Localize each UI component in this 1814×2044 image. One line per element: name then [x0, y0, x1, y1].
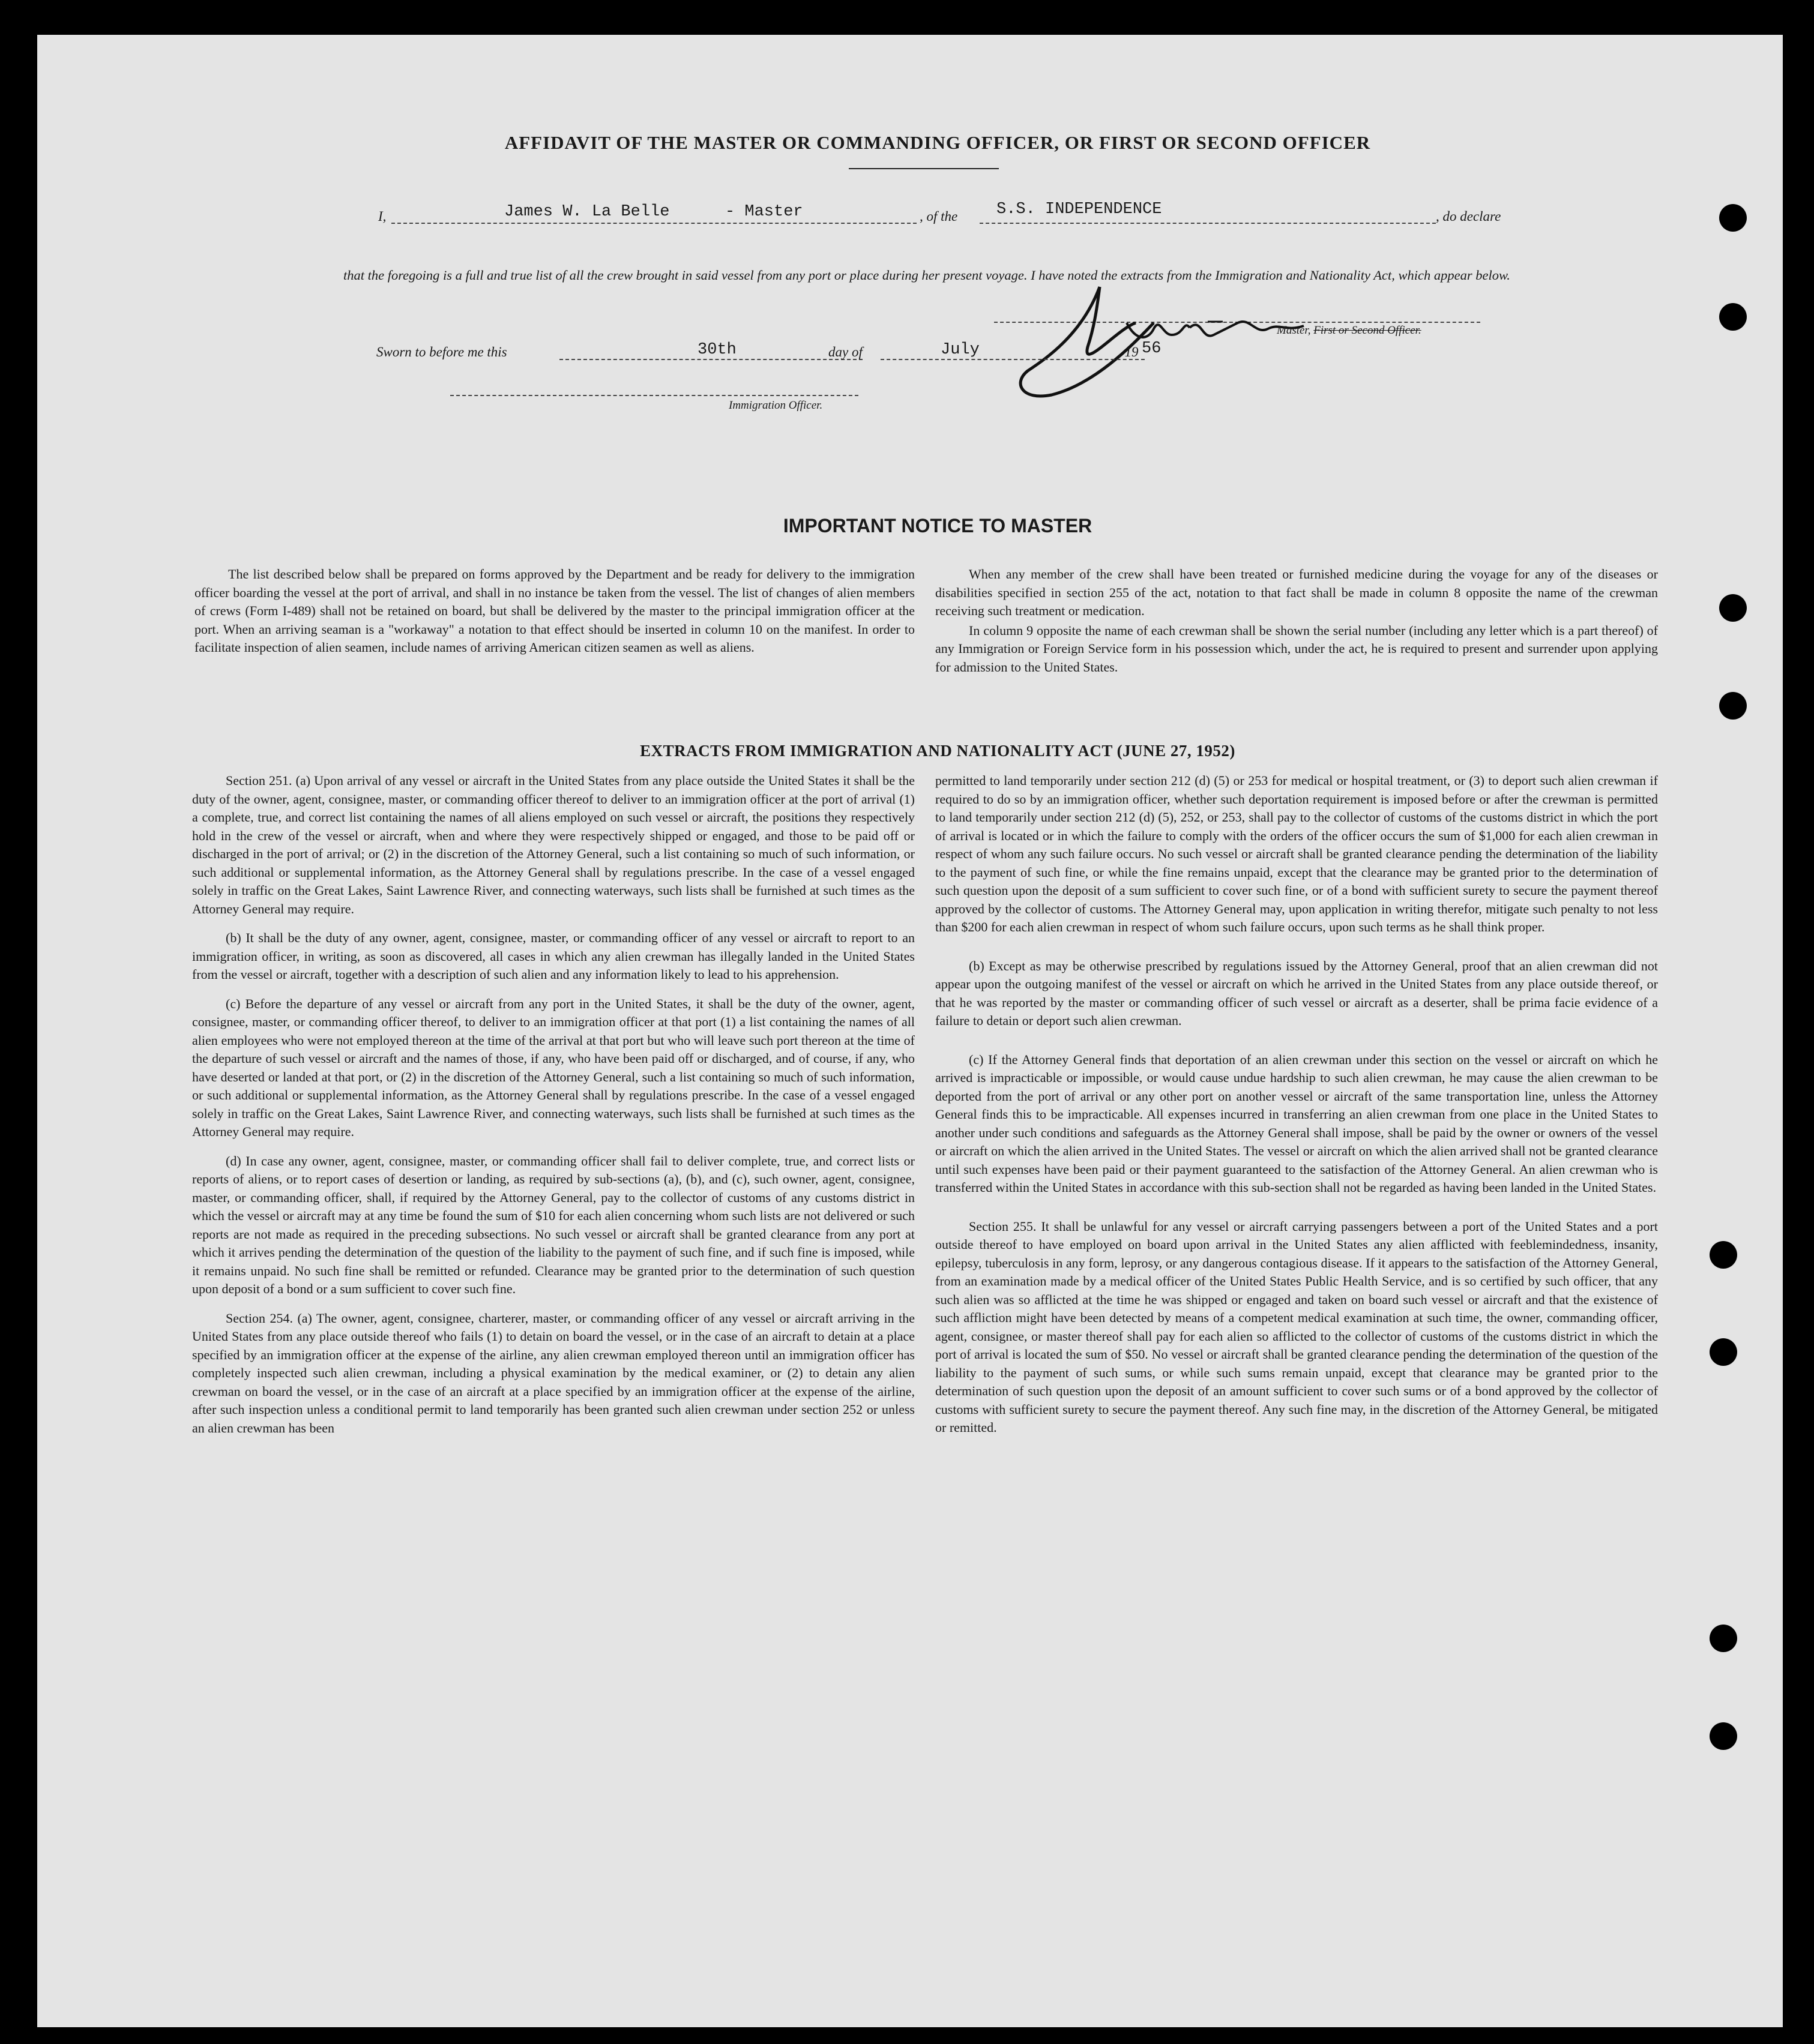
notice-right-paragraph: In column 9 opposite the name of each crewman shall be shown the serial number (including any letter which is a part thereof) of any Immigration or Foreign Service form in his possession which, under the act, he is required to present and surrender upon applying for admission to the United States.	[935, 622, 1658, 675]
master-name: James W. La Belle	[504, 203, 670, 221]
punch-hole	[1710, 1625, 1737, 1652]
year-prefix: , 19	[1118, 344, 1139, 359]
sworn-year: 56	[1142, 340, 1162, 358]
sworn-prefix: Sworn to before me this	[376, 344, 507, 359]
month-fill-line	[881, 359, 1145, 360]
caption-struck-officer: First or Second Officer.	[1313, 324, 1421, 337]
extract-paragraph: (b) It shall be the duty of any owner, agent, consignee, master, or commanding officer of any vessel or aircraft to report to an immigration officer, in writing, as soon as discovered, all cases in which any alien crewman has illegally landed in the United States from the vessel or aircraft, together with a description of such alien and any information likely to lead to his apprehension.	[192, 930, 915, 982]
title-underline	[849, 168, 999, 169]
immigration-officer-label: Immigration Officer.	[729, 399, 823, 412]
signature-caption	[1277, 324, 1421, 337]
punch-hole	[1710, 1241, 1737, 1269]
notice-right-paragraph: When any member of the crew shall have been treated or furnished medicine during the voyage for any of the diseases or disabilities specified in section 255 of the act, notation to that fact shall be made in column 8 opposite the name of the crewman receiving such treatment or medication.	[935, 567, 1658, 618]
document-page	[37, 35, 1783, 2027]
declaration-prefix: I,	[378, 209, 387, 224]
extract-paragraph: (b) Except as may be otherwise prescribed by regulations issued by the Attorney General, proof that an alien crewman did not appear upon the outgoing manifest of the vessel or aircraft on which he arrived in the United States from any place outside thereof, or that he was reported by the master or commanding officer of such vessel or aircraft as a deserter, shall be prima facie evidence of a failure to detain or deport such alien crewman.	[935, 958, 1658, 1028]
notice-heading: IMPORTANT NOTICE TO MASTER	[783, 515, 1092, 537]
caption-master: Master,	[1277, 324, 1314, 337]
extract-paragraph: Section 254. (a) The owner, agent, consignee, charterer, master, or commanding officer of any vessel or aircraft arriving in the United States from any place outside thereof who fails (1) to detain on board the vessel, or in the case of an aircraft to detain at a place specified by an immigration officer at the expense of the airline, any alien crewman employed thereon until an immigration officer has completely inspected such alien crewman, including a physical examination by the medical examiner, or (2) to detain any alien crewman on board the vessel, or in the case of an aircraft at a place specified by an immigration officer at the expense of the airline, after such inspection unless a conditional permit to land temporarily has been granted such alien crewman under section 252 or unless an alien crewman has been	[192, 1310, 915, 1435]
master-rank: - Master	[725, 203, 803, 221]
officer-signature-line	[450, 395, 858, 396]
vessel-name: S.S. INDEPENDENCE	[996, 200, 1162, 218]
affidavit-title: AFFIDAVIT OF THE MASTER OR COMMANDING OFFICER, OR FIRST OR SECOND OFFICER	[504, 132, 1371, 153]
extract-paragraph: (c) Before the departure of any vessel or aircraft from any port in the United States, it shall be the duty of the owner, agent, consignee, master, or commanding officer thereof, to deliver to an immigration officer at that port (1) a list containing the names of all alien employees who were not employed thereon at the time of the arrival at that port but who will leave such port thereon at the time of the departure of such vessel or aircraft and the names of those, if any, who have been paid off or discharged, and of course, if any, who have deserted or landed at that port, or (2) in the discretion of the Attorney General, such a list containing so much of such information, or such additional or supplemental information, as the Attorney General shall by regulations prescribe. In the case of a vessel engaged solely in traffic on the Great Lakes, Saint Lawrence River, and connecting waterways, such lists shall be furnished at such times as the Attorney General may require.	[192, 996, 915, 1139]
extract-paragraph: (c) If the Attorney General finds that deportation of an alien crewman under this section on the vessel or aircraft on which he arrived is impracticable or impossible, or would cause undue hardship to such alien crewman, he may cause the alien crewman to be deported from the port of arrival or any other port on another vessel or aircraft of the same transportation line, unless the Attorney General finds this to be impracticable. All expenses incurred in transferring an alien crewman from one place in the United States to another under such conditions and safeguards as the Attorney General shall impose, shall be paid by the owner or owners of the vessel or aircraft on which the alien arrived in the United States. The vessel or aircraft on which the alien arrived shall not be granted clearance until such expenses have been paid or their payment guaranteed to the satisfaction of the Attorney General. An alien crewman who is transferred within the United States in accordance with this sub-section shall not be regarded as having been landed in the United States.	[935, 1051, 1658, 1195]
punch-hole	[1710, 1338, 1737, 1366]
extract-paragraph: Section 255. It shall be unlawful for any vessel or aircraft carrying passengers between a port of the United States and a port outside thereof to have employed on board upon arrival in the United States any alien afflicted with feeblemindedness, insanity, epilepsy, tuberculosis in any form, leprosy, or any dangerous contagious disease. If it appears to the satisfaction of the Attorney General, from an examination made by a medical officer of the United States Public Health Service, and is so certified by such officer, that any such alien was so afflicted at the time he was shipped or engaged and taken on board such vessel or aircraft and that the existence of such affliction might have been detected by means of a competent medical examination at such time, the owner, commanding officer, agent, consignee, or master thereof shall pay for each alien so afflicted to the collector of customs of the customs district in which the port of arrival is located the sum of $50. No vessel or aircraft shall be granted clearance pending the determination of the question of the liability to the payment of such sums, or while such sums remain unpaid, except that clearance may be granted prior to the determination of such question upon the deposit of an amount sufficient to cover such sums or of a bond approved by the collector of customs with sufficient surety to secure the payment thereof. Any such fine may, in the discretion of the Attorney General, be mitigated or remitted.	[935, 1218, 1658, 1435]
sworn-month: July	[941, 341, 980, 359]
extract-paragraph: (d) In case any owner, agent, consignee, master, or commanding officer shall fail to deliver complete, true, and correct lists or reports of aliens, or to report cases of desertion or landing, as required by sub-sections (a), (b), and (c), such owner, agent, consignee, master, or commanding officer, shall, if required by the Attorney General, pay to the collector of customs of any customs district in which the vessel or aircraft may at any time be found the sum of $10 for each alien concerning whom such lists are not delivered or such reports are not made as required in the preceding subsections. No such vessel or aircraft shall be granted clearance from any port at which it arrives pending the determination of the question of the liability to the payment of such fine, and if such fine is imposed, while it remains unpaid. No such fine shall be remitted or refunded. Clearance may be granted prior to the determination of such question upon deposit of a bond or a sum sufficient to cover such fine.	[192, 1153, 915, 1296]
punch-hole	[1719, 204, 1747, 232]
punch-hole	[1719, 692, 1747, 720]
notice-left-paragraph: The list described below shall be prepared on forms approved by the Department and be ready for delivery to the immigration officer boarding the vessel at the port of arrival, and shall in no instance be taken from the vessel. The list of changes of alien members of crews (Form I-489) shall not be retained on board, but shall be delivered by the master to the principal immigration officer at the port. When an arriving seaman is a "workaway" a notation to that effect should be inserted in column 10 on the manifest. In order to facilitate inspection of alien seamen, include names of arriving American citizen seamen as well as aliens.	[194, 567, 915, 655]
punch-hole	[1719, 594, 1747, 622]
day-fill-line	[559, 359, 863, 360]
name-fill-line	[391, 223, 917, 224]
notice-left-column	[194, 565, 915, 668]
day-of-label: day of	[828, 344, 863, 359]
punch-hole	[1710, 1722, 1737, 1750]
sworn-day: 30th	[698, 341, 737, 359]
punch-hole	[1719, 303, 1747, 331]
extracts-right-column	[935, 772, 1658, 1448]
declare-suffix: , do declare	[1436, 209, 1501, 224]
extract-paragraph: Section 251. (a) Upon arrival of any vessel or aircraft in the United States from any place outside the United States it shall be the duty of the owner, agent, consignee, master, or commanding officer thereof to deliver to an immigration officer at the port of arrival (1) a complete, true, and correct list containing the names of all aliens employed on such vessel or aircraft, the positions they respectively hold in the crew of the vessel or aircraft, when and where they were respectively shipped or engaged, and those to be paid off or discharged in the port of arrival; or (2) in the discretion of the Attorney General, such a list containing so much of such information, or such additional or supplemental information, as the Attorney General shall by regulations prescribe. In the case of a vessel engaged solely in traffic on the Great Lakes, Saint Lawrence River, and connecting waterways, such lists shall be furnished at such times as the Attorney General may require.	[192, 773, 915, 916]
declaration-text: that the foregoing is a full and true list of all the crew brought in said vessel from any port or place during her present voyage. I have noted the extracts from the Immigration and Nationality Act, which appear below.	[343, 268, 1510, 283]
extracts-heading: EXTRACTS FROM IMMIGRATION AND NATIONALITY ACT (JUNE 27, 1952)	[640, 742, 1235, 760]
extract-paragraph: permitted to land temporarily under section 212 (d) (5) or 253 for medical or hospital treatment, or (3) to deport such alien crewman if required to do so by an immigration officer, whether such deportation requirement is imposed before or after the crewman is permitted to land temporarily under section 212 (d) (5), 252, or 253, shall pay to the collector of customs of the customs district in which the port of arrival is located or in which the failure to comply with the orders of the officer occurs the sum of $1,000 for each alien crewman in respect of whom any such failure occurs. No such vessel or aircraft shall be granted clearance pending the determination of the liability to the payment of such fine, or while the fine remains unpaid, except that the clearance may be granted prior to the determination of such question upon the deposit of a sum sufficient to cover such fine, or of a bond with sufficient surety to secure the payment thereof approved by the collector of customs. The Attorney General may, upon application in writing therefor, mitigate such penalty to not less than $200 for each alien crewman in respect of whom such failure occurs, upon such terms as he shall think proper.	[935, 773, 1658, 934]
of-the-label: , of the	[920, 209, 958, 224]
notice-right-column	[935, 565, 1658, 687]
extracts-left-column	[192, 772, 915, 1448]
vessel-fill-line	[980, 223, 1436, 224]
